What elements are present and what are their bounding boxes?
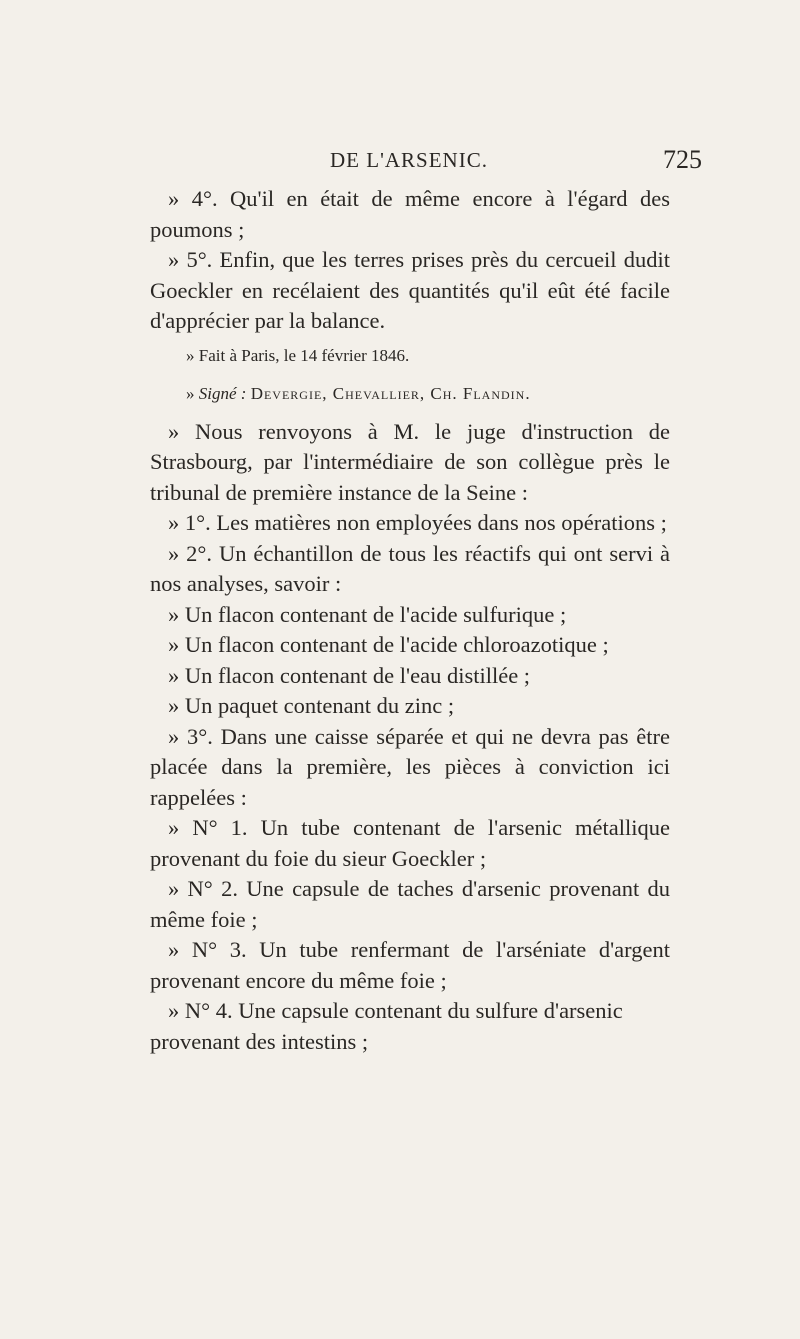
paragraph: » 3°. Dans une caisse séparée et qui ne devra pas être placée dans la première, les pièces à conviction ici rappelées : — [150, 723, 670, 810]
page-header — [0, 145, 800, 178]
paragraph: » 5°. Enfin, que les terres prises près du cercueil dudit Goeckler en recélaient des quantités qu'il eût été facile d'apprécier par la balance. — [150, 247, 670, 333]
list-item: » N° 1. Un tube contenant de l'arsenic métallique provenant du foie du sieur Goeckler ; — [150, 815, 670, 871]
list-item: » Un flacon contenant de l'acide chloroazotique ; — [168, 632, 609, 657]
paragraph: » 1°. Les matières non employées dans nos opérations ; — [168, 510, 667, 535]
page-number: 725 — [663, 145, 702, 174]
signatories: Devergie, Chevallier, Ch. Flandin. — [250, 383, 531, 403]
paragraph: » 2°. Un échantillon de tous les réactifs qui ont servi à nos analyses, savoir : — [150, 540, 670, 596]
list-item: » Un flacon contenant de l'acide sulfurique ; — [168, 601, 567, 627]
body-text — [150, 184, 670, 1057]
paragraph: » 4°. Qu'il en était de même encore à l'égard des poumons ; — [150, 186, 670, 242]
list-item: » N° 3. Un tube renfermant de l'arséniate d'argent provenant encore du même foie ; — [150, 937, 670, 993]
running-head: DE L'ARSENIC. — [330, 148, 488, 172]
list-item: » N° 4. Une capsule contenant du sulfure d'arsenic provenant des intestins ; — [150, 998, 623, 1054]
signature-prefix: » — [186, 383, 199, 403]
dateline: » Fait à Paris, le 14 février 1846. — [186, 345, 410, 365]
list-item: » Un flacon contenant de l'eau distillée ; — [168, 662, 531, 688]
signature-line — [150, 375, 670, 413]
list-item: » N° 2. Une capsule de taches d'arsenic provenant du même foie ; — [150, 876, 670, 932]
signature-label: Signé : — [198, 383, 247, 403]
paragraph: » Nous renvoyons à M. le juge d'instruction de Strasbourg, par l'intermédiaire de son collègue près le tribunal de première instance de la Seine : — [150, 418, 670, 505]
list-item: » Un paquet contenant du zinc ; — [168, 693, 455, 718]
